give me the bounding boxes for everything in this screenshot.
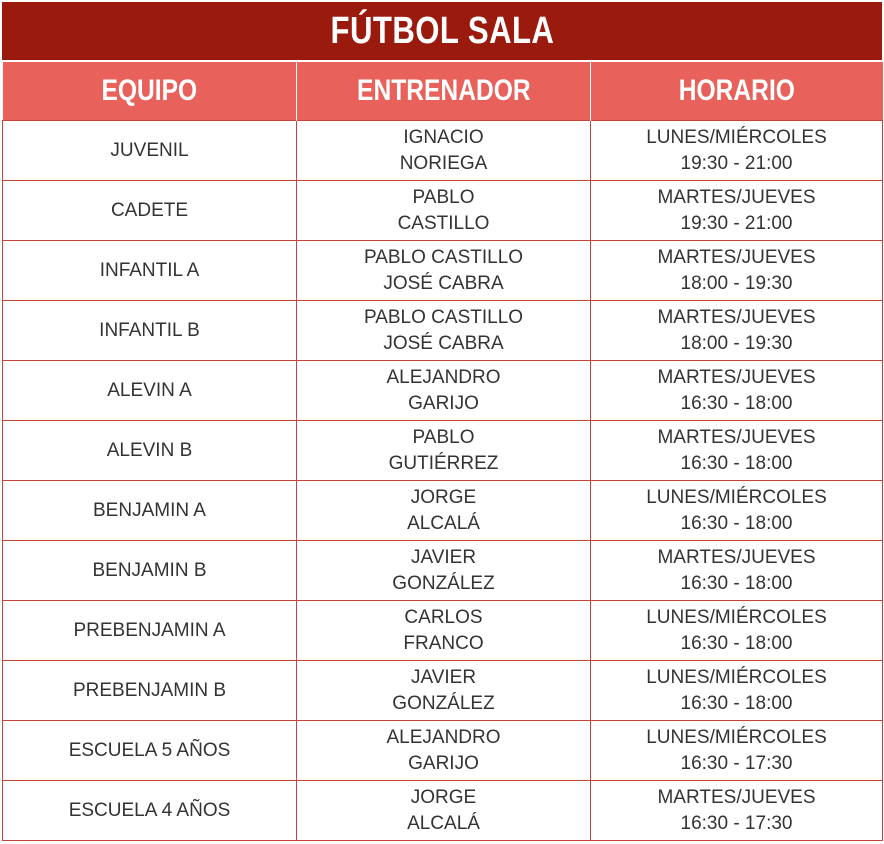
schedule-days: MARTES/JUEVES [657,426,816,448]
schedule-cell [591,481,883,541]
schedule-cell [591,421,883,481]
page-title: FÚTBOL SALA [330,9,554,52]
team-name: ALEVIN A [107,379,192,401]
coach-name-line: GONZÁLEZ [392,572,495,594]
column-header-coach-label: ENTRENADOR [356,74,531,107]
schedule-time: 19:30 - 21:00 [680,212,793,234]
coach-name-line: CASTILLO [397,212,490,234]
coach-name-line: IGNACIO [403,126,484,148]
schedule-table [2,62,883,841]
coach-cell [297,181,591,241]
coach-cell [297,121,591,181]
schedule-cell [591,181,883,241]
schedule-time: 16:30 - 17:30 [680,752,793,774]
coach-name-line: JORGE [410,786,477,808]
table-row [3,361,883,421]
coach-name-line: PABLO CASTILLO [363,306,524,328]
coach-name-line: JAVIER [410,546,477,568]
team-name: BENJAMIN A [93,499,206,521]
schedule-body [3,121,883,841]
team-cell [3,361,297,421]
coach-cell [297,481,591,541]
schedule-cell [591,781,883,841]
schedule-cell [591,601,883,661]
schedule-time: 16:30 - 18:00 [680,392,793,414]
team-name: ESCUELA 4 AÑOS [68,799,231,821]
coach-name-line: JOSÉ CABRA [383,332,504,354]
coach-name-line: CARLOS [404,606,483,628]
coach-cell [297,661,591,721]
column-header-coach [297,62,591,121]
team-cell [3,301,297,361]
schedule-cell [591,301,883,361]
table-row [3,661,883,721]
team-name: CADETE [110,199,189,221]
team-name: ESCUELA 5 AÑOS [68,739,231,761]
column-header-team-label: EQUIPO [101,74,198,107]
coach-cell [297,361,591,421]
schedule-days: MARTES/JUEVES [657,306,816,328]
team-name: JUVENIL [110,139,189,161]
schedule-days: MARTES/JUEVES [657,786,816,808]
schedule-time: 16:30 - 18:00 [680,452,793,474]
coach-cell [297,601,591,661]
coach-name-line: ALEJANDRO [386,366,501,388]
schedule-time: 18:00 - 19:30 [680,332,793,354]
coach-name-line: PABLO [412,426,475,448]
team-cell [3,601,297,661]
column-header-schedule-label: HORARIO [678,74,795,107]
schedule-time: 16:30 - 18:00 [680,692,793,714]
schedule-cell [591,661,883,721]
team-cell [3,721,297,781]
schedule-cell [591,121,883,181]
schedule-days: MARTES/JUEVES [657,186,816,208]
schedule-days: MARTES/JUEVES [657,246,816,268]
table-row [3,181,883,241]
title-bar [2,2,882,60]
schedule-cell [591,721,883,781]
schedule-time: 19:30 - 21:00 [680,152,793,174]
schedule-days: LUNES/MIÉRCOLES [646,606,827,628]
schedule-time: 16:30 - 18:00 [680,512,793,534]
table-row [3,721,883,781]
coach-cell [297,241,591,301]
coach-cell [297,421,591,481]
coach-cell [297,301,591,361]
table-row [3,241,883,301]
table-row [3,601,883,661]
coach-name-line: PABLO CASTILLO [363,246,524,268]
table-row [3,781,883,841]
coach-name-line: ALEJANDRO [386,726,501,748]
coach-name-line: JOSÉ CABRA [383,272,504,294]
coach-name-line: GARIJO [408,392,479,414]
coach-name-line: FRANCO [403,632,484,654]
schedule-days: LUNES/MIÉRCOLES [646,126,827,148]
schedule-cell [591,241,883,301]
schedule-cell [591,361,883,421]
team-cell [3,781,297,841]
column-header-team [3,62,297,121]
schedule-time: 16:30 - 18:00 [680,572,793,594]
table-row [3,421,883,481]
schedule-days: LUNES/MIÉRCOLES [646,486,827,508]
coach-name-line: GUTIÉRREZ [388,452,499,474]
schedule-days: MARTES/JUEVES [657,546,816,568]
team-cell [3,241,297,301]
team-name: BENJAMIN B [92,559,207,581]
table-row [3,481,883,541]
coach-name-line: JORGE [410,486,477,508]
team-name: INFANTIL B [99,319,200,341]
table-row [3,301,883,361]
schedule-time: 18:00 - 19:30 [680,272,793,294]
team-cell [3,421,297,481]
coach-name-line: ALCALÁ [407,812,480,834]
coach-name-line: GONZÁLEZ [392,692,495,714]
table-row [3,541,883,601]
schedule-days: LUNES/MIÉRCOLES [646,726,827,748]
schedule-time: 16:30 - 18:00 [680,632,793,654]
column-header-schedule [591,62,883,121]
team-cell [3,541,297,601]
schedule-days: LUNES/MIÉRCOLES [646,666,827,688]
team-cell [3,181,297,241]
schedule-days: MARTES/JUEVES [657,366,816,388]
coach-name-line: GARIJO [408,752,479,774]
team-cell [3,661,297,721]
coach-cell [297,721,591,781]
table-row [3,121,883,181]
coach-name-line: ALCALÁ [407,512,480,534]
team-name: INFANTIL A [99,259,200,281]
coach-name-line: JAVIER [410,666,477,688]
header-row [3,62,883,121]
team-cell [3,481,297,541]
coach-cell [297,541,591,601]
schedule-cell [591,541,883,601]
team-name: PREBENJAMIN A [73,619,226,641]
team-name: ALEVIN B [106,439,193,461]
coach-name-line: NORIEGA [399,152,488,174]
schedule-time: 16:30 - 17:30 [680,812,793,834]
team-cell [3,121,297,181]
team-name: PREBENJAMIN B [72,679,227,701]
coach-cell [297,781,591,841]
coach-name-line: PABLO [412,186,475,208]
